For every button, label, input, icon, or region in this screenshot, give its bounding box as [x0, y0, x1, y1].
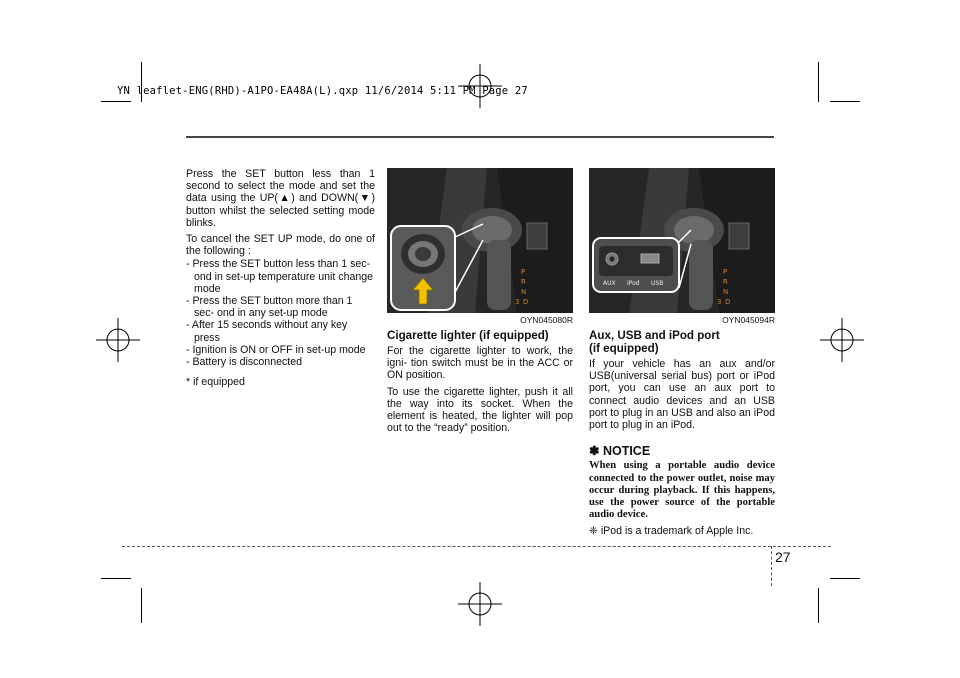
- footer-divider: [771, 546, 772, 586]
- svg-text:R: R: [723, 278, 728, 286]
- registration-mark-left: [94, 316, 142, 364]
- paragraph: If your vehicle has an aux and/or USB(universal serial bus) port or iPod port, you can use an aux port to connect audio devices and an USB port to plug in an USB and also an iPod port to plug in an iPod.: [589, 358, 775, 432]
- crop-mark: [101, 101, 131, 102]
- paragraph: To use the cigarette lighter, push it all the way into its socket. When the element is heated, the lighter will pop out to the “ready” position.: [387, 385, 573, 435]
- paragraph: Press the SET button less than 1 second to select the mode and set the data using the UP(▲) and DOWN(▼) button whilst the selected setting mode blinks.: [186, 168, 375, 229]
- svg-text:P: P: [723, 268, 728, 276]
- heading-line: (if equipped): [589, 342, 659, 355]
- section-heading: Cigarette lighter (if equipped): [387, 329, 549, 342]
- notice-title: ✽ NOTICE: [589, 444, 651, 459]
- svg-text:P: P: [521, 268, 526, 276]
- crop-mark: [141, 588, 142, 623]
- image-code: OYN045080R: [520, 315, 573, 325]
- list-item: - Press the SET button more than 1 sec- ond in any set-up mode: [186, 295, 353, 320]
- svg-text:N: N: [723, 288, 729, 296]
- port-label-ipod: iPod: [627, 280, 640, 287]
- console-illustration: [387, 168, 573, 313]
- list-item: - Ignition is ON or OFF in set-up mode: [186, 343, 366, 356]
- section-heading-sub: [589, 342, 775, 355]
- crop-mark: [830, 101, 860, 102]
- paragraph: For the cigarette lighter to work, the igni- tion switch must be in the ACC or ON position.: [387, 345, 573, 382]
- paragraph: To cancel the SET UP mode, do one of the following :: [186, 233, 375, 258]
- svg-text:R: R: [521, 278, 526, 286]
- svg-text:D: D: [523, 298, 529, 306]
- crop-mark: [101, 578, 131, 579]
- port-label-usb: USB: [651, 280, 664, 287]
- section-heading: [589, 329, 775, 342]
- crop-mark: [818, 62, 819, 102]
- column-aux-usb-ipod: [589, 168, 775, 542]
- image-code: OYN045094R: [722, 315, 775, 325]
- heading-line: Aux, USB and iPod port: [589, 329, 720, 342]
- list-item: - Press the SET button less than 1 sec- ond in set-up temperature unit change mode: [186, 258, 374, 295]
- footer-rule: [122, 546, 831, 547]
- list-item: - Battery is disconnected: [186, 356, 302, 369]
- header-rule: [186, 136, 774, 138]
- page-number: 27: [775, 549, 791, 565]
- svg-text:3: 3: [515, 298, 520, 306]
- column-cigarette-lighter: [387, 168, 573, 438]
- trademark-note: ❈ iPod is a trademark of Apple Inc.: [589, 525, 754, 538]
- registration-mark-right: [818, 316, 866, 364]
- column-set-mode: [186, 168, 375, 392]
- print-slug: YN leaflet-ENG(RHD)-A1PO-EA48A(L).qxp 11/6/2014 5:11 PM Page 27: [117, 85, 528, 97]
- port-label-aux: AUX: [603, 280, 616, 287]
- aux-usb-port-photo: [589, 168, 775, 313]
- console-illustration: [589, 168, 775, 313]
- svg-text:N: N: [521, 288, 527, 296]
- notice-body: When using a portable audio device connected to the power outlet, noise may occur during playback. If this happens, use the power source of the portable audio device.: [589, 460, 775, 521]
- crop-mark: [818, 588, 819, 623]
- cigarette-lighter-photo: [387, 168, 573, 313]
- svg-text:3: 3: [717, 298, 722, 306]
- registration-mark-bottom: [456, 580, 504, 628]
- list-item: - After 15 seconds without any key press: [186, 319, 348, 344]
- footnote: * if equipped: [186, 376, 245, 389]
- crop-mark: [830, 578, 860, 579]
- svg-text:D: D: [725, 298, 731, 306]
